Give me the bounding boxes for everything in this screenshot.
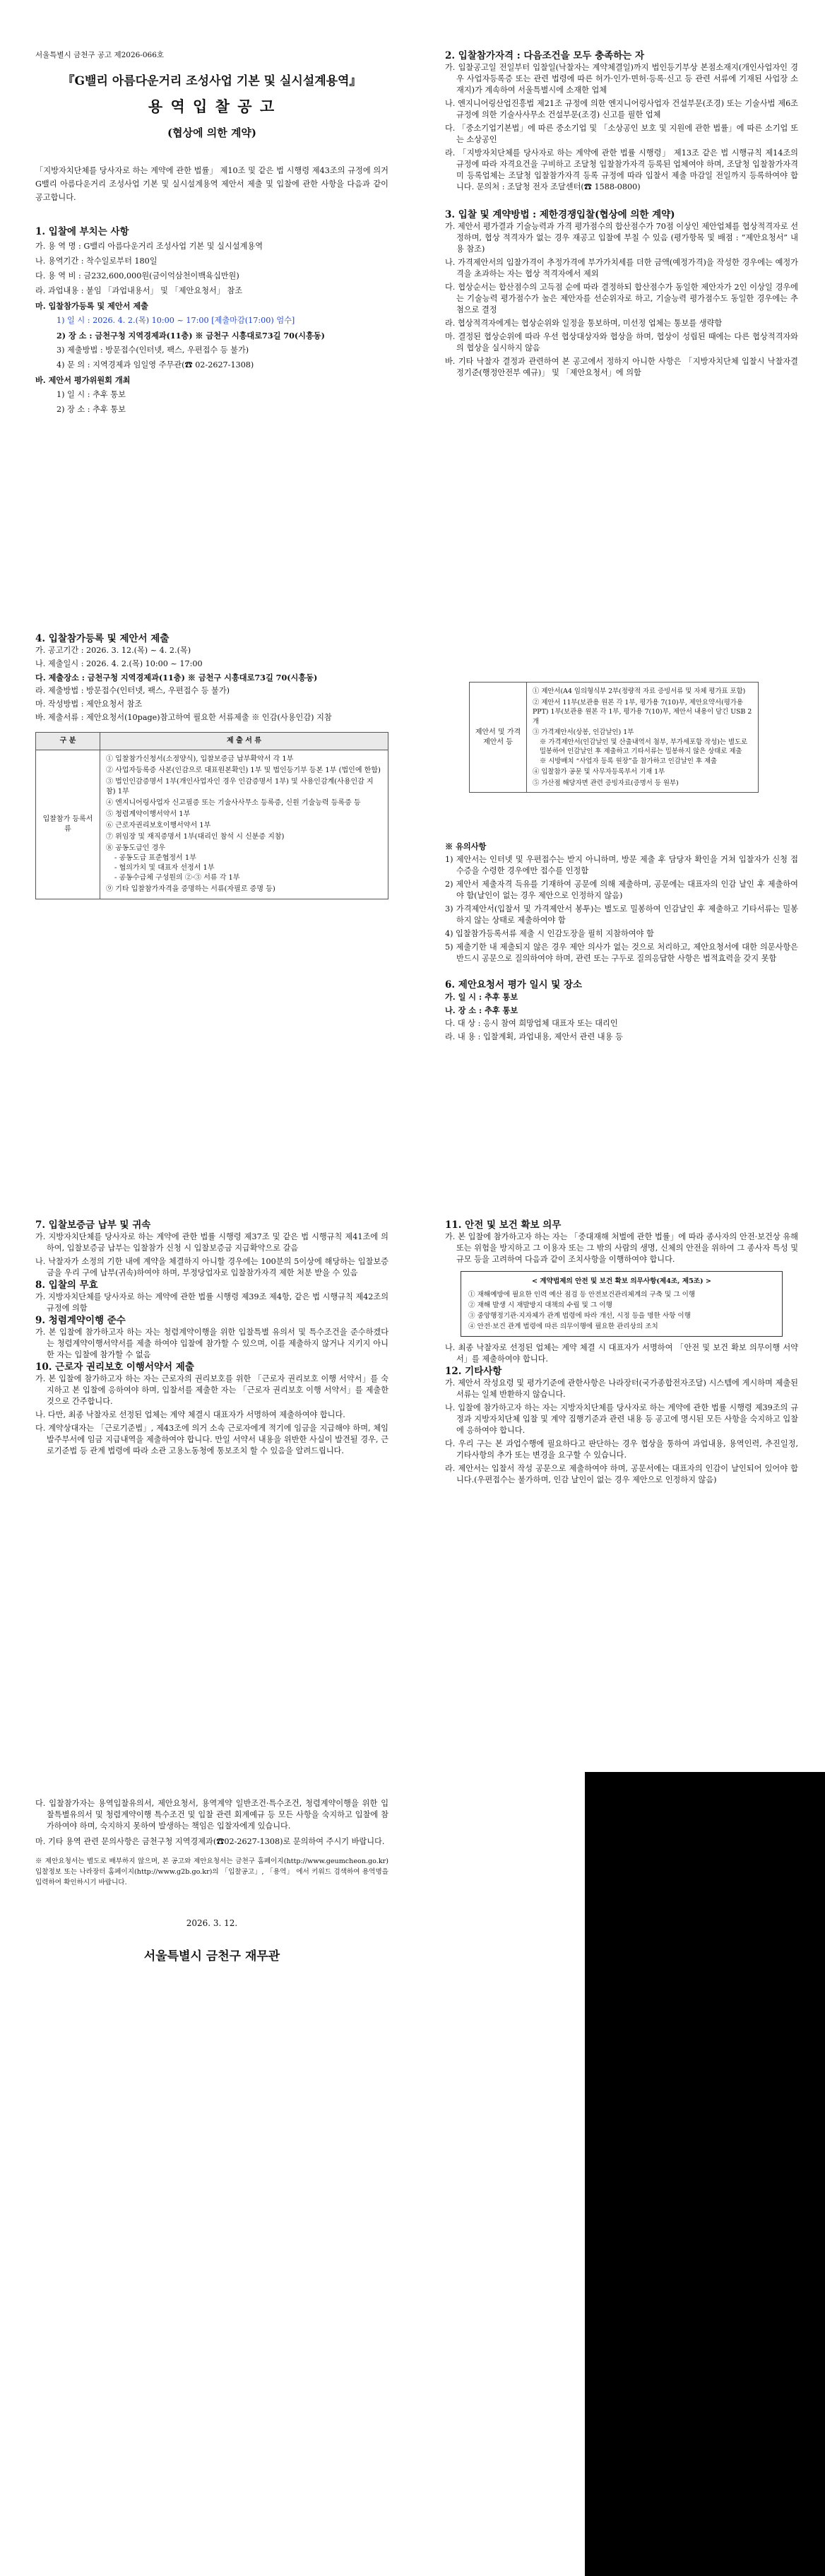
notice-number: 서울특별시 금천구 공고 제2026-066호: [35, 51, 165, 59]
s1-item: 나. 용역기간 : 착수일로부터 180일: [35, 256, 158, 266]
s2-item: 가. 입찰공고일 전일부터 입찰일(낙찰자는 계약체결일)까지 법인등기부상 본점소재지(개인사업자인 경우 사업자등록증 또는 관련 법령에 따른 허가·인가·면허·등록·신고 등 관련 서류에 기재된 사업장 소재지)가 계속하여 서울특별시에 소재한 업체: [445, 63, 798, 95]
table-header-row: [36, 733, 388, 750]
proposal-docs-list: [527, 683, 759, 793]
list-item: ③ 가격제안서(상봉, 인감날인) 1부: [533, 728, 634, 736]
section-9-title: 9. 청렴계약이행 준수: [35, 1315, 126, 1326]
safety-duties-box: [461, 1271, 783, 1337]
list-item: ③ 중앙행정기관·지자체가 관계 법령에 따라 개선, 시정 등을 명한 사항 이행: [468, 1312, 691, 1320]
table-header-cell: 제 출 서 류: [100, 733, 388, 750]
s4-item: 다. 제출장소 : 금천구청 지역경제과(11층) ※ 금천구 시흥대로73길 70(시흥동): [35, 673, 318, 683]
intro-paragraph: 「지방자치단체를 당사자로 하는 계약에 관한 법률」 제10조 및 같은 법 시행령 제43조의 규정에 의거 G밸리 아름다운거리 조성사업 기본 및 실시설계용역 제안서 제출 및 입찰에 관한 사항을 다음과 같이 공고합니다.: [35, 166, 388, 202]
s2-item: 다. 「중소기업기본법」에 따른 중소기업 및 「소상공인 보호 및 지원에 관한 법률」에 따른 소기업 또는 소상공인: [445, 124, 798, 144]
section-10-title: 10. 근로자 권리보호 이행서약서 제출: [35, 1361, 194, 1373]
s3-item: 가. 제안서 평가결과 기술능력과 가격 평가점수의 합산점수가 70점 이상인 제안업체를 협상적격자로 선정하며, 협상 적격자가 없는 경우 재공고 입찰에 부칠 수 있음 (평가항목 및 배점 : “제안요청서” 내용 참조): [445, 222, 799, 254]
s12-item: 다. 우리 구는 본 과업수행에 필요하다고 판단하는 경우 협상을 통하여 과업내용, 용역인력, 추진일정, 기타사항의 추가 또는 변경을 요구할 수 있습니다.: [445, 1439, 798, 1460]
s1-subitem: 2) 장 소 : 추후 통보: [57, 405, 126, 414]
s12-item: 나. 입찰에 참가하고자 하는 자는 지방자치단체를 당사자로 하는 계약에 관한 법률 시행령 제39조의 규정과 지방자치단체 입찰 및 계약 집행기준과 관련 내용 등 공고에 명시된 모든 사항을 숙지하고 입찰에 응하여야 합니다.: [445, 1403, 798, 1435]
s2-item: 나. 엔지니어링산업진흥법 제21조 규정에 의한 엔지니어링사업자 건설부문(조경) 또는 기술사법 제6조 규정에 의한 기술사사무소 건설부문(조경) 신고를 필한 업체: [445, 99, 798, 119]
s3-item: 라. 협상적격자에게는 협상순위와 일정을 통보하며, 미선정 업체는 통보를 생략함: [445, 319, 723, 328]
list-item: ④ 안전·보건 관계 법령에 따른 의무이행에 필요한 관리상의 조치: [468, 1323, 658, 1330]
s6-item: 나. 장 소 : 추후 통보: [445, 1005, 518, 1015]
list-item: - 협의가치 및 대표자 선정서 1부: [114, 864, 215, 872]
s1-subitem: 2) 장 소 : 금천구청 지역경제과(11층) ※ 금천구 시흥대로73길 70(시흥동): [57, 331, 325, 341]
list-item: - 공동수급체 구성원의 ②·③ 서류 각 1부: [114, 874, 240, 882]
list-item: ⑨ 기타 입찰참가자격을 증명하는 서류(자필로 증명 등): [106, 885, 275, 893]
s10-item: 가. 본 입찰에 참가하고자 하는 자는 근로자의 권리보호를 위한 「근로자 권리보호 이행 서약서」를 숙지하고 본 입찰에 응하여야 하며, 입찰서를 제출한 자는 「근로자 권리보호 이행 서약서」를 제출한 것으로 간주합니다.: [35, 1374, 388, 1406]
s1-subitem: 4) 문 의 : 지역경제과 임일영 주무관(☎ 02-2627-1308): [57, 360, 254, 370]
list-item: ① 제안서(A4 임의형식부 2부(정량적 자료 증빙서류 및 자체 평가표 포함): [533, 687, 746, 695]
section-3-title: 3. 입찰 및 계약방법 : 제한경쟁입찰(협상에 의한 계약): [445, 209, 675, 220]
page1-right-column: [445, 49, 798, 379]
safety-box-title: < 계약법제의 안전 및 보건 확보 의무사항(제4조, 제5조) >: [532, 1277, 711, 1285]
signature: 서울특별시 금천구 재무관: [143, 1949, 280, 1963]
list-item: ① 입찰참가신청서(소정양식), 입찰보증금 납부확약서 각 1부: [106, 755, 294, 763]
s9-item: 가. 본 입찰에 참가하고자 하는 자는 청렴계약이행을 위한 입찰특별 유의서 및 특수조건을 준수하겠다는 청렴계약이행서약서를 제출 하여야 입찰에 참가할 수 있으며, 이를 제출하지 않거나 지키지 아니한 자는 입찰에 참가할 수 없음: [35, 1328, 388, 1359]
s11-item: 가. 본 입찰에 참가하고자 하는 자는 「중대재해 처벌에 관한 법률」에 따라 종사자의 안전·보건상 유해 또는 위험을 방지하고 그 이용자 또는 그 밖의 사람의 생명, 신체의 안전을 위하여 그 종사자 특성 및 규모 등을 고려하여 다음과 같이 조치사항을 이행하여야 합니다.: [445, 1232, 798, 1264]
list-item: ③ 법인인감증명서 1부(개인사업자인 경우 인감증명서 1부) 및 사용인감계(사용인감 지참) 1부: [106, 778, 374, 796]
note-item: 1) 제안서는 인터넷 및 우편접수는 받지 아니하며, 방문 제출 후 담당자 확인을 거쳐 입찰자가 신청 접수증을 수령한 경우에만 접수를 인정함: [445, 855, 798, 875]
note-item: 4) 입찰참가등록서류 제출 시 인감도장을 필히 지참하여야 함: [445, 929, 654, 938]
list-item: - 공동도급 표준협정서 1부: [114, 854, 196, 862]
s1-item: 바. 제안서 평가위원회 개최: [35, 375, 131, 385]
page2-left-column: [35, 632, 388, 899]
s4-item: 가. 공고기간 : 2026. 3. 12.(목) ~ 4. 2.(목): [35, 646, 191, 655]
section-2-title: 2. 입찰참가자격 : 다음조건을 모두 충족하는 자: [445, 50, 645, 61]
s12-item: 라. 제안서는 입찰서 작성 공문으로 제출하여야 하며, 공문서에는 대표자의 인감이 날인되어 있어야 합니다.(우편접수는 불가하며, 인감 날인이 없는 경우 제안으로 인정하지 않음): [445, 1464, 798, 1484]
notice-date: 2026. 3. 12.: [186, 1918, 238, 1928]
s13-item: 다. 입찰참가자는 용역입찰유의서, 제안요청서, 용역계약 일반조건·특수조건, 청렴계약이행을 위한 입찰특별유의서 및 청렴계약이행 특수조건 및 입찰 관련 회계예규 등 모든 사항을 숙지하고 입찰에 참가하여야 하며, 숙지하지 못하여 발생하는 책임은 입찰자에게 있습니다.: [35, 1799, 388, 1831]
list-item: ※ 시방배치 “사업자 등록 원장”을 참가하고 인감날인 후 제출: [540, 757, 718, 765]
s3-item: 바. 기타 낙찰자 결정과 관련하여 본 공고에서 정하지 아니한 사항은 「지방자치단체 입찰시 낙찰자결정기준(행정안전부 예규)」 및 「제안요청서」에 의함: [445, 357, 798, 377]
list-item: ④ 엔지니어링사업자 신고필증 또는 기술사사무소 등록증, 신원 기술능력 등록증 등: [106, 799, 361, 807]
table-header-cell: 구 분: [36, 733, 100, 750]
s10-item: 나. 다만, 최종 낙찰자로 선정된 업체는 계약 체결시 대표자가 서명하여 제출하여야 합니다.: [35, 1410, 345, 1419]
section-7-title: 7. 입찰보증금 납부 및 귀속: [35, 1219, 151, 1231]
s12-item: 가. 제안서 작성요령 및 평가기준에 관한사항은 나라장터(국가종합전자조달) 시스템에 게시하며 제출된 서류는 일체 반환하지 않습니다.: [445, 1378, 798, 1399]
s6-item: 라. 내 용 : 입찰계획, 과업내용, 제안서 관련 내용 등: [445, 1032, 623, 1041]
section-4-title: 4. 입찰참가등록 및 제안서 제출: [35, 633, 170, 644]
section-8-title: 8. 입찰의 무효: [35, 1280, 98, 1291]
table-row-label: 제안서 및 가격제안서 등: [470, 683, 527, 793]
s7-item: 나. 낙찰자가 소정의 기한 내에 계약을 체결하지 아니할 경우에는 100분의 5이상에 해당하는 입찰보증금을 우리 구에 납부(귀속)하여야 하며, 부정당업자로 입찰참가자격 제한 처분 받을 수 있음: [35, 1257, 388, 1277]
page4-left-column: [35, 1798, 388, 1964]
list-item: ⑧ 공동도급인 경우: [106, 844, 165, 852]
note-item: 3) 가격제안서(입찰서 및 가격제안서 봉투)는 별도로 밀봉하여 인감날인 후 제출하고 기타서류는 밀봉하지 않는 상태로 제출하여야 함: [445, 904, 798, 925]
s3-item: 마. 결정된 협상순위에 따라 우선 협상대상자와 협상을 하며, 협상이 성립된 때에는 다른 협상적격자와의 협상을 실시하지 않음: [445, 332, 798, 353]
s2-item: 라. 「지방자치단체를 당사자로 하는 계약에 관한 법률 시행령」 제13조 같은 법 시행규칙 제14조의 규정에 따라 자격요건을 구비하고 조달청 입찰참가자격 등록된 업체여야 하며, 조달청 입찰참가자격 미 등록업체는 조달청 입찰참가자격 등록 규정에 따라 입찰서 제출 마감일 전일까지 등록하여야 합니다. 문의처 : 조달청 전자 조달센터(☎ 1588-0800): [445, 148, 798, 191]
notice-subheading: (협상에 의한 계약): [167, 126, 257, 139]
page2-right-notes: [445, 841, 798, 1043]
s1-item: 가. 용 역 명 : G밸리 아름다운거리 조성사업 기본 및 실시설계용역: [35, 242, 263, 251]
list-item: ⑤ 청렴계약이행서약서 1부: [106, 810, 191, 818]
s10-item: 다. 계약상대자는 「근로기준법」, 제43조에 의거 소속 근로자에게 적기에 임금을 지급해야 하며, 체임 발주부서에 임금 지급내역을 제출하여야 합니다. 만일 서약서 내용을 위반한 사실이 발견될 경우, 근로기준법 등 관계 법령에 따라 소관 고용노동청에 통보조치 할 수 있음을 알려드립니다.: [35, 1424, 388, 1455]
table-row: [36, 750, 388, 899]
s4-item: 나. 제출일시 : 2026. 4. 2.(목) 10:00 ~ 17:00: [35, 659, 203, 668]
s13-item: 마. 기타 용역 관련 문의사항은 금천구청 지역경제과(☎02-2627-1308)로 문의하여 주시기 바랍니다.: [35, 1837, 385, 1846]
s1-subitem: 1) 일 시 : 추후 통보: [57, 390, 126, 399]
section-12-title: 12. 기타사항: [445, 1366, 502, 1377]
s1-item: 마. 입찰참가등록 및 제안서 제출: [35, 301, 148, 311]
s6-item: 가. 일 시 : 추후 통보: [445, 992, 518, 1002]
proposal-docs-table: [469, 682, 759, 793]
notes-title: ※ 유의사항: [445, 841, 487, 851]
page3-right-column: [445, 1219, 798, 1486]
page3-left-column: [35, 1219, 388, 1457]
list-item: ※ 가격제안서(인감날인 및 산출내역서 첨부, 부가세포함 작성)는 별도로 밀봉하여 인감날인 후 제출하고 기타서류는 밀봉하지 않은 상태로 제출: [540, 738, 748, 755]
notice-heading: 용 역 입 찰 공 고: [148, 98, 276, 115]
note-item: 5) 제출기한 내 제출되지 않은 경우 제안 의사가 없는 것으로 처리하고, 제안요청서에 대한 의문사항은 반드시 공문으로 질의하여야 하며, 관련 또는 구두로 질의응답한 사항은 법적효력을 갖지 못함: [445, 943, 798, 963]
s6-item: 다. 대 상 : 응시 참여 희망업체 대표자 또는 대리인: [445, 1019, 618, 1028]
s4-item: 마. 작성방법 : 제안요청서 참조: [35, 699, 143, 709]
section-11-title: 11. 안전 및 보건 확보 의무: [445, 1219, 562, 1231]
s1-item: 라. 과업내용 : 붙임 「과업내용서」 및 「제안요청서」 참조: [35, 286, 243, 295]
page2-right-column: [469, 682, 759, 793]
s1-subitem: 1) 일 시 : 2026. 4. 2.(목) 10:00 ~ 17:00 [제출마감(17:00) 엄수]: [57, 316, 295, 325]
s3-item: 다. 협상순서는 합산점수의 고득점 순에 따라 결정하되 합산점수가 동일한 제안자가 2인 이상일 경우에는 기술능력 평가점수가 높은 제안자를 선순위자로 하고, 기술능력 평가점수도 동일한 경우에는 추첨으로 결정: [445, 283, 798, 314]
list-item: ④ 입찰참가 공문 및 사무자등록부서 기재 1부: [533, 768, 665, 776]
table-row: [470, 683, 759, 793]
list-item: ⑦ 위임장 및 재직증명서 1부(대리인 참석 시 신분증 지참): [106, 833, 285, 841]
s7-item: 가. 지방자치단체를 당사자로 하는 계약에 관한 법률 시행령 제37조 및 같은 법 시행규칙 제41조에 의하여, 입찰보증금 납부는 입찰참가 신청 시 입찰보증금 지급확약으로 갈음: [35, 1232, 388, 1253]
s1-item: 다. 용 역 비 : 금232,600,000원(금이억삼천이백육십만원): [35, 271, 239, 280]
notice-title: 『G밸리 아름다운거리 조성사업 기본 및 실시설계용역』: [62, 74, 362, 88]
s3-item: 나. 가격제안서의 입찰가격이 추정가격에 부가가치세를 더한 금액(예정가격)을 작성한 경우에는 예정가격을 초과하는 자는 협상 적격자에서 제외: [445, 258, 798, 278]
list-item: ② 사업자등록증 사본(인감으로 대표원본확인) 1부 및 법인등기부 등본 1부 (법인에 한함): [106, 767, 381, 774]
s4-item: 바. 제출서류 : 제안요청서(10page)참고하여 필요한 서류제출 ※ 인감(사용인감) 지참: [35, 713, 332, 722]
table-row-label: 입찰참가 등록서류: [36, 750, 100, 899]
s8-item: 가. 지방자치단체를 당사자로 하는 계약에 관한 법률 시행령 제39조 제4항, 같은 법 시행규칙 제42조의 규정에 의함: [35, 1292, 388, 1313]
section-1-title: 1. 입찰에 부치는 사항: [35, 226, 129, 237]
s4-item: 라. 제출방법 : 방문접수(인터넷, 팩스, 우편접수 등 불가): [35, 686, 230, 695]
list-item: ② 재해 발생 시 재발방지 대책의 수립 및 그 이행: [468, 1301, 612, 1309]
section-6-title: 6. 제안요청서 평가 일시 및 장소: [445, 979, 583, 991]
docs-list: [100, 750, 388, 899]
list-item: ① 재해예방에 필요한 인력 예산 점검 등 안전보건관리체계의 구축 및 그 이행: [468, 1291, 696, 1299]
note-item: 2) 제안서 제출자격 득유를 기재하여 공문에 의해 제출하며, 공문에는 대표자의 인감 날인 후 제출하여야 함(날인이 없는 경우 제안으로 인정하지 않음): [445, 880, 798, 900]
list-item: ⑤ 가산점 해당자면 관련 증빙자료(증명서 등 원부): [533, 779, 679, 787]
submission-docs-table: [35, 732, 388, 899]
s11-item: 나. 최종 낙찰자로 선정된 업체는 계약 체결 시 대표자가 서명하여 「안전 및 보건 확보 의무이행 서약서」를 제출하여야 합니다.: [445, 1343, 798, 1364]
page1-left-column: [35, 49, 388, 415]
footnote: ※ 제안요청서는 별도로 배부하지 않으며, 본 공고와 제안요청서는 금천구 홈페이지(http://www.geumcheon.go.kr) 입찰정보 또는 나라장터 홈페이지(http://www.g2b.go.kr)의 「입찰공고」, 「용역」 에서 키워드 검색하여 용역명을 입력하여 확인하시기 바랍니다.: [35, 1857, 388, 1886]
s1-subitem: 3) 제출방법 : 방문접수(인터넷, 팩스, 우편접수 등 불가): [57, 345, 249, 355]
list-item: ⑥ 근로자권리보호이행서약서 1부: [106, 822, 211, 829]
redacted-region: [585, 1772, 825, 2576]
list-item: ② 제안서 11부(보관용 원본 각 1부, 평가용 7(10)부, 제안요약서(평가용 PPT) 1부(보관용 원본 각 1부, 평가용 7(10)부, 제안서 내용이 담긴 USB 2개: [533, 698, 752, 726]
